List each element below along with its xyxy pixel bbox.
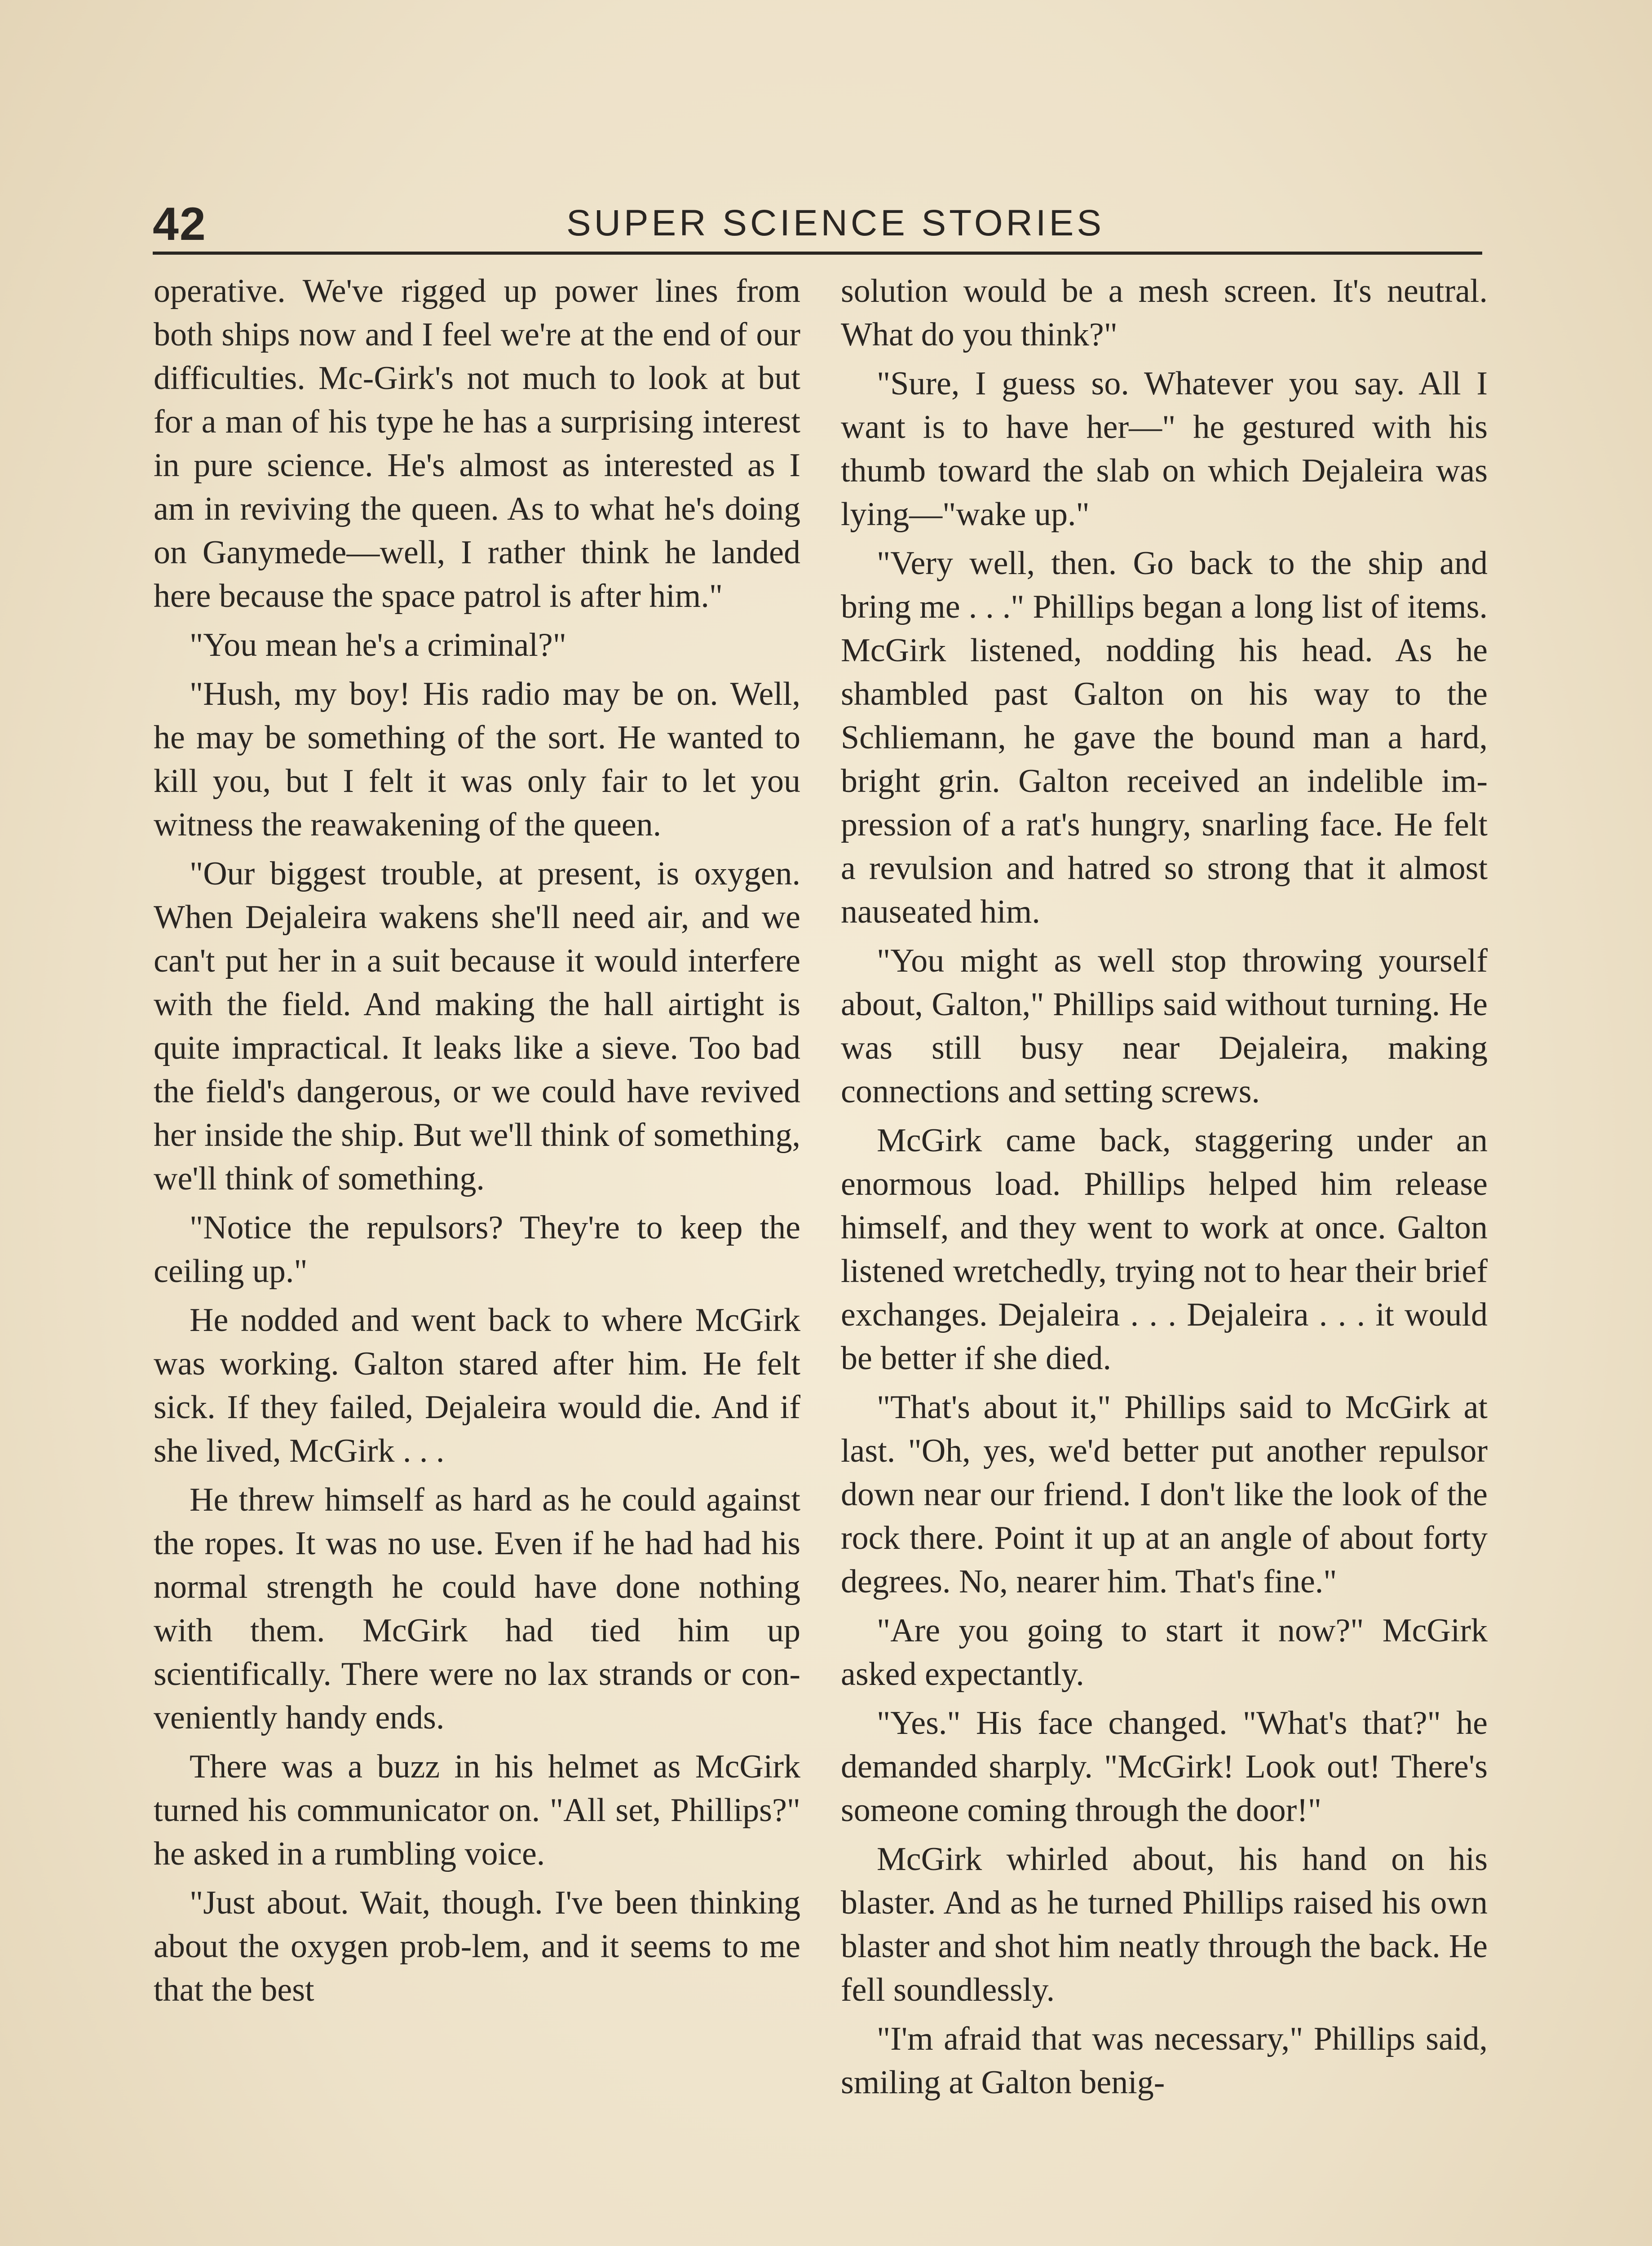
- paragraph: There was a buzz in his helmet as McGirk turned his communicator on. "All set, Phillips?" he asked in a rumbling voice.: [154, 1748, 800, 1872]
- left-column: [154, 270, 800, 2017]
- paragraph: "Notice the repulsors? They're to keep the ceiling up.": [154, 1209, 800, 1290]
- running-title: SUPER SCIENCE STORIES: [566, 203, 1105, 243]
- paragraph: operative. We've rigged up power lines from both ships now and I feel we're at the end of our difficulties. Mc-Girk's not much to look at but for a man of his type he has a surprising interest in pure science. He's almost as interested as I am in reviving the queen. As to what he's doing on Ganymede—well, I rather think he landed here because the space patrol is after him.": [154, 273, 800, 615]
- paragraph: "That's about it," Phillips said to McGirk at last. "Oh, yes, we'd better put another repulsor down near our friend. I don't like the look of the rock there. Point it up at an angle of about forty degrees. No, nearer him. That's fine.": [841, 1389, 1488, 1600]
- paragraph: "Just about. Wait, though. I've been thinking about the oxygen prob-lem, and it seems to me that the best: [154, 1884, 800, 2008]
- paragraph: "You might as well stop throwing yourself about, Galton," Phillips said without turning. He was still busy near Dejaleira, making connections and setting screws.: [841, 942, 1488, 1110]
- paragraph: solution would be a mesh screen. It's neutral. What do you think?": [841, 273, 1488, 353]
- page-header: [153, 193, 1482, 255]
- page-number: 42: [153, 198, 207, 250]
- paragraph: "Are you going to start it now?" McGirk asked expectantly.: [841, 1612, 1488, 1693]
- right-column: [841, 270, 1488, 2110]
- paragraph: "Our biggest trouble, at present, is oxygen. When Dejaleira wakens she'll need air, and we can't put her in a suit because it would interfere with the field. And making the hall airtight is quite impractical. It leaks like a sieve. Too bad the field's dangerous, or we could have revived her inside the ship. But we'll think of something, we'll think of something.: [154, 855, 800, 1197]
- paragraph: He nodded and went back to where McGirk was working. Galton stared after him. He felt sick. If they failed, Dejaleira would die. And if she lived, McGirk . . .: [154, 1302, 800, 1469]
- paragraph: McGirk whirled about, his hand on his blaster. And as he turned Phillips raised his own blaster and shot him neatly through the back. He fell soundlessly.: [841, 1841, 1488, 2008]
- paragraph: "Sure, I guess so. Whatever you say. All I want is to have her—" he gestured with his thumb toward the slab on which Dejaleira was lying—"wake up.": [841, 365, 1488, 533]
- paragraph: He threw himself as hard as he could against the ropes. It was no use. Even if he had had his normal strength he could have done nothing with them. McGirk had tied him up scientifically. There were no lax strands or con-veniently handy ends.: [154, 1481, 800, 1736]
- paragraph: "Yes." His face changed. "What's that?" he demanded sharply. "McGirk! Look out! There's someone coming through the door!": [841, 1705, 1488, 1829]
- paragraph: "I'm afraid that was necessary," Phillips said, smiling at Galton benig-: [841, 2021, 1488, 2101]
- paragraph: "Hush, my boy! His radio may be on. Well, he may be something of the sort. He wanted to kill you, but I felt it was only fair to let you witness the reawakening of the queen.: [154, 676, 800, 843]
- paragraph: McGirk came back, staggering under an enormous load. Phillips helped him release himself, and they went to work at once. Galton listened wretchedly, trying not to hear their brief exchanges. Dejaleira . . . Dejaleira . . . it would be better if she died.: [841, 1122, 1488, 1377]
- paragraph: "You mean he's a criminal?": [190, 627, 566, 663]
- paragraph: "Very well, then. Go back to the ship and bring me . . ." Phillips began a long list of items. McGirk listened, nodding his head. As he shambled past Galton on his way to the Schliemann, he gave the bound man a hard, bright grin. Galton received an indelible im-pression of a rat's hungry, snarling face. He felt a revulsion and hatred so strong that it almost nauseated him.: [841, 545, 1488, 930]
